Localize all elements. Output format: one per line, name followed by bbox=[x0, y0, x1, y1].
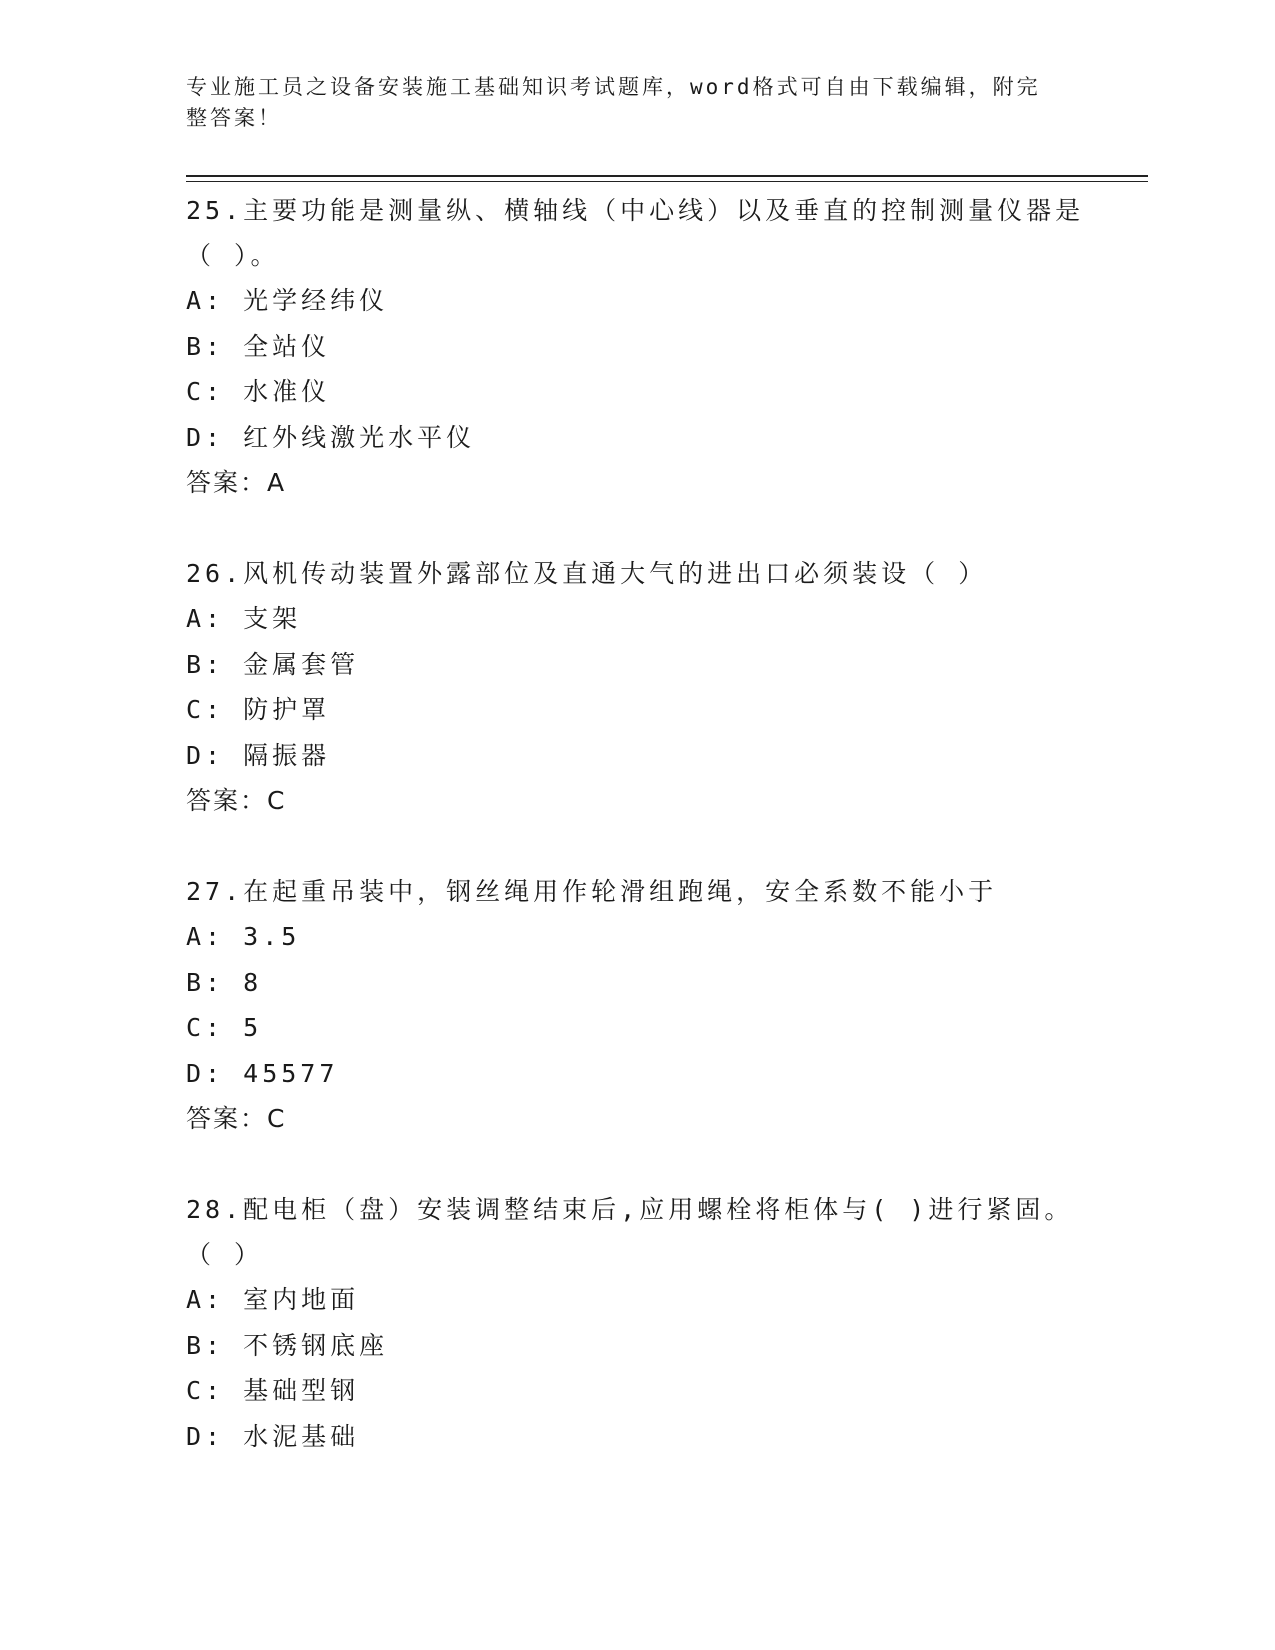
option-a: A: 3.5 bbox=[186, 922, 301, 951]
option-b: B: 不锈钢底座 bbox=[186, 1330, 389, 1360]
question-list bbox=[186, 188, 1086, 1504]
question-25 bbox=[186, 188, 1086, 506]
option-d: D: 隔振器 bbox=[186, 740, 331, 770]
answer-line: 答案：C bbox=[186, 1104, 287, 1133]
question-stem: 26.风机传动装置外露部位及直通大气的进出口必须装设（ ） bbox=[186, 559, 988, 588]
option-a: A: 室内地面 bbox=[186, 1285, 360, 1314]
question-stem: 28.配电柜（盘）安装调整结束后,应用螺栓将柜体与( )进行紧固。（ ） bbox=[186, 1195, 1074, 1269]
question-stem: 27.在起重吊装中，钢丝绳用作轮滑组跑绳，安全系数不能小于 bbox=[186, 877, 998, 906]
option-c: C: 基础型钢 bbox=[186, 1376, 360, 1405]
option-b: B: 金属套管 bbox=[186, 649, 360, 679]
option-b: B: 全站仪 bbox=[186, 331, 331, 361]
question-26 bbox=[186, 551, 1086, 824]
answer-line: 答案：A bbox=[186, 468, 287, 497]
option-a: A: 光学经纬仪 bbox=[186, 286, 389, 315]
answer-line: 答案：C bbox=[186, 786, 287, 815]
header-rule-thick bbox=[186, 175, 1148, 177]
option-d: D: 45577 bbox=[186, 1058, 339, 1088]
option-c: C: 防护罩 bbox=[186, 695, 331, 724]
option-b: B: 8 bbox=[186, 967, 263, 997]
option-d: D: 水泥基础 bbox=[186, 1421, 360, 1451]
option-a: A: 支架 bbox=[186, 604, 302, 633]
option-d: D: 红外线激光水平仪 bbox=[186, 422, 476, 452]
document-header: 专业施工员之设备安装施工基础知识考试题库，word格式可自由下载编辑，附完整答案！ bbox=[186, 75, 1041, 130]
question-27 bbox=[186, 869, 1086, 1142]
header-rule-thin bbox=[186, 181, 1148, 182]
option-c: C: 水准仪 bbox=[186, 377, 331, 406]
question-28 bbox=[186, 1187, 1086, 1459]
question-stem: 25.主要功能是测量纵、横轴线（中心线）以及垂直的控制测量仪器是（ ）。 bbox=[186, 196, 1085, 270]
option-c: C: 5 bbox=[186, 1013, 263, 1042]
